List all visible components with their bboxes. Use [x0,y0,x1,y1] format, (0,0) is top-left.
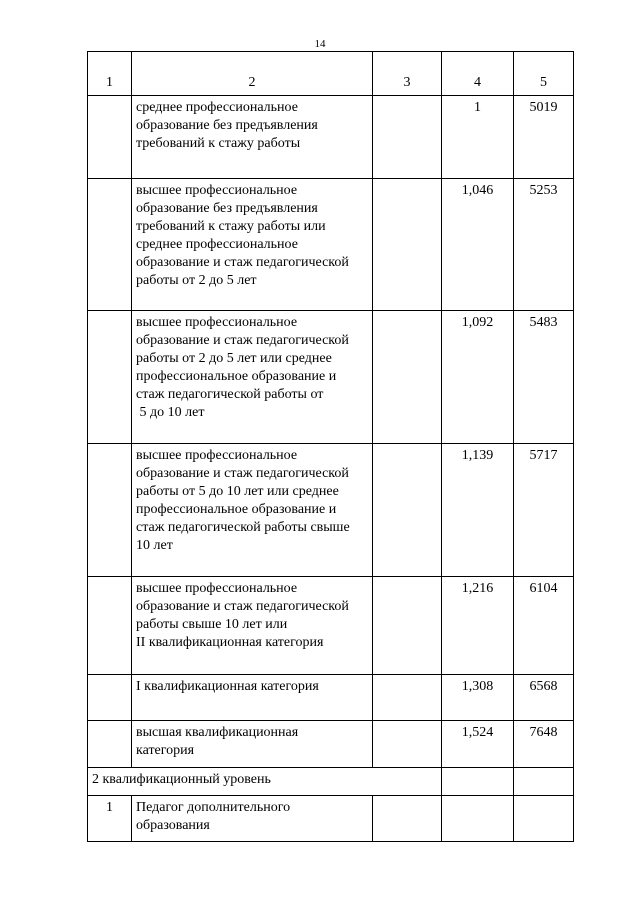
salary-cell: 7648 [514,721,574,768]
column-4-cell [442,768,514,796]
coefficient-cell: 1,216 [442,577,514,675]
row-number-cell [88,179,132,311]
row-number-cell [88,444,132,577]
description-line: образование и стаж педагогической [136,255,349,270]
description-line: образование и стаж педагогической [136,333,349,348]
qualification-level-row [88,768,574,796]
column-3-cell [373,577,442,675]
description-line: высшее профессиональное [136,448,298,463]
coefficient-cell: 1,139 [442,444,514,577]
table-row [88,796,574,842]
column-3-cell [373,311,442,444]
table-row [88,721,574,768]
header-cell-3: 3 [373,52,442,96]
coefficient-cell: 1,092 [442,311,514,444]
description-line: работы свыше 10 лет или [136,617,288,632]
position-description-cell [132,311,373,444]
header-row [88,52,574,96]
salary-cell: 5019 [514,96,574,179]
description-line: профессиональное образование и [136,502,337,517]
header-cell-2: 2 [132,52,373,96]
position-description-cell [132,796,373,842]
table-row [88,675,574,721]
salary-cell: 5483 [514,311,574,444]
salary-cell: 5253 [514,179,574,311]
position-description-cell [132,96,373,179]
row-number-cell [88,721,132,768]
table-row [88,179,574,311]
column-3-cell [373,796,442,842]
column-3-cell [373,721,442,768]
description-line: образование без предъявления [136,201,318,216]
description-line: Педагог дополнительного [136,800,291,815]
coefficient-cell: 1,308 [442,675,514,721]
description-line: среднее профессиональное [136,100,298,115]
position-description-cell [132,577,373,675]
column-3-cell [373,444,442,577]
salary-cell: 5717 [514,444,574,577]
description-line: II квалификационная категория [136,635,324,650]
row-number-cell [88,311,132,444]
row-number-cell [88,577,132,675]
qualification-level-label: 2 квалификационный уровень [88,768,442,796]
description-line: образования [136,818,210,833]
description-line: образование и стаж педагогической [136,599,349,614]
coefficient-cell: 1,524 [442,721,514,768]
row-number-cell [88,96,132,179]
description-line: высшее профессиональное [136,315,298,330]
row-number-cell [88,675,132,721]
description-line: стаж педагогической работы от [136,387,324,402]
description-line: образование без предъявления [136,118,318,133]
description-line: образование и стаж педагогической [136,466,349,481]
description-line: 10 лет [136,538,173,553]
column-3-cell [373,675,442,721]
salary-cell: 6104 [514,577,574,675]
description-line: требований к стажу работы или [136,219,326,234]
description-line: высшая квалификационная [136,725,299,740]
coefficient-cell: 1,046 [442,179,514,311]
description-line: I квалификационная категория [136,679,319,694]
description-line: работы от 5 до 10 лет или среднее [136,484,339,499]
salary-cell: 6568 [514,675,574,721]
salary-cell [514,796,574,842]
position-description-cell [132,179,373,311]
page-number: 14 [314,38,326,50]
position-description-cell [132,675,373,721]
column-3-cell [373,96,442,179]
column-3-cell [373,179,442,311]
header-cell-5: 5 [514,52,574,96]
description-line: профессиональное образование и [136,369,337,384]
position-description-cell [132,444,373,577]
description-line: работы от 2 до 5 лет [136,273,257,288]
table-row [88,311,574,444]
description-line: требований к стажу работы [136,136,301,151]
header-cell-4: 4 [442,52,514,96]
salary-table [87,51,574,842]
table-row [88,96,574,179]
table-row [88,444,574,577]
description-line: стаж педагогической работы свыше [136,520,350,535]
table-row [88,577,574,675]
row-number-cell: 1 [88,796,132,842]
coefficient-cell: 1 [442,96,514,179]
coefficient-cell [442,796,514,842]
description-line: высшее профессиональное [136,183,298,198]
position-description-cell [132,721,373,768]
description-line: среднее профессиональное [136,237,298,252]
description-line: 5 до 10 лет [136,405,205,420]
column-5-cell [514,768,574,796]
description-line: категория [136,743,195,758]
description-line: работы от 2 до 5 лет или среднее [136,351,332,366]
header-cell-1: 1 [88,52,132,96]
description-line: высшее профессиональное [136,581,298,596]
